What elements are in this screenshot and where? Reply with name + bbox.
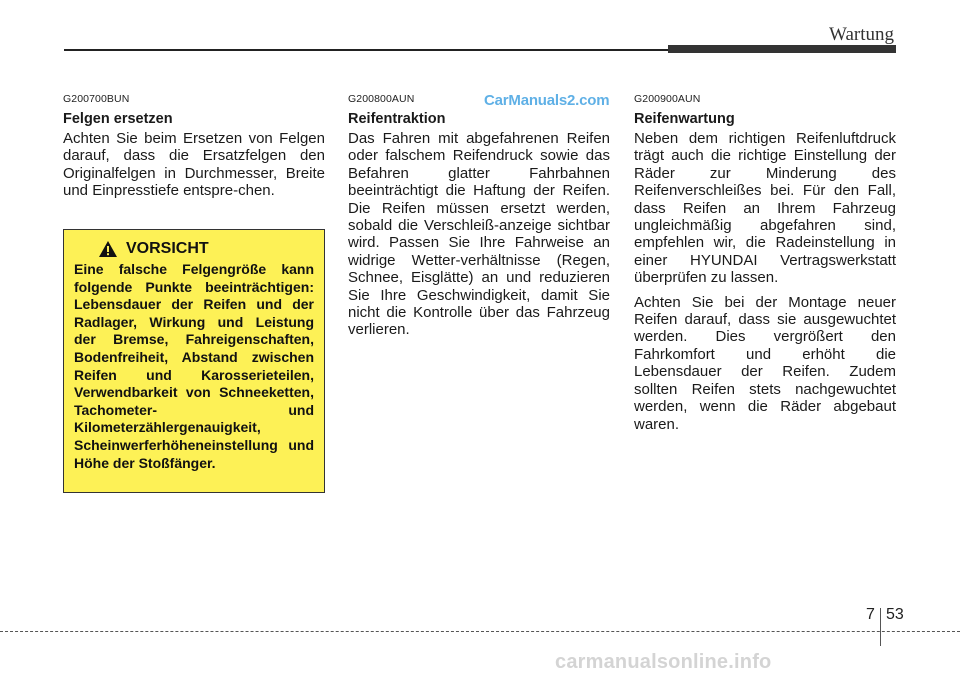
warning-triangle-icon — [98, 240, 118, 258]
header-rule — [64, 49, 668, 51]
section-heading: Felgen ersetzen — [63, 111, 173, 127]
caution-box — [63, 229, 325, 493]
caution-text: Eine falsche Felgengröße kann folgende Punkte beeinträchtigen: Lebensdauer der Reifen und der Radlager, Wirkung und Leistung der Bremse, Fahreigenschaften, Bodenfreiheit, Abstand zwischen Reifen und Karosserieteilen, Verwendbarkeit von Schneeketten, Tachometer- und Kilometerzählergenauigkeit, Scheinwerferhöheneinstellung und Höhe der Stoßfänger. — [74, 261, 314, 471]
section-code: G200700BUN — [63, 93, 130, 105]
watermark-carmanualsonline: carmanualsonline.info — [555, 651, 772, 673]
page-number-separator — [880, 608, 881, 646]
paragraph: Achten Sie beim Ersetzen von Felgen darauf, dass die Ersatzfelgen den Originalfelgen in Durchmesser, Breite und Einpresstiefe entspre-chen. — [63, 130, 325, 200]
caution-header — [98, 240, 314, 258]
paragraph: Das Fahren mit abgefahrenen Reifen oder falschem Reifendruck sowie das Befahren glatter Fahrbahnen beeinträchtigt die Haftung der Reifen. Die Reifen müssen ersetzt werden, sobald die Verschleiß-anzeige sichtbar wird. Passen Sie Ihre Fahrweise an widrige Wetter-verhältnisse (Regen, Schnee, Eisglätte) an und reduzieren Sie Ihre Geschwindigkeit, damit Sie nicht die Kontrolle über das Fahrzeug verlieren. — [348, 130, 610, 339]
footer-rule — [0, 631, 960, 632]
section-code: G200800AUN — [348, 93, 415, 105]
column-felgen-ersetzen — [63, 93, 325, 207]
paragraph: Neben dem richtigen Reifenluftdruck trägt auch die richtige Einstellung der Räder zur Minderung des Reifenverschleißes bei. Für den Fall, dass Reifen an Ihrem Fahrzeug ungleichmäßig abgefahren sind, empfehlen wir, die Radeinstellung in einer HYUNDAI Vertragswerkstatt überprüfen zu lassen. — [634, 130, 896, 287]
header-bar — [668, 45, 896, 53]
column-reifenwartung — [634, 93, 896, 440]
column-reifentraktion — [348, 93, 610, 346]
page-number: 53 — [886, 606, 904, 623]
caution-title: VORSICHT — [126, 240, 209, 257]
section-heading: Reifenwartung — [634, 111, 735, 127]
watermark-carmanuals2: CarManuals2.com — [484, 92, 610, 109]
chapter-number: 7 — [866, 606, 875, 623]
paragraph: Achten Sie bei der Montage neuer Reifen darauf, dass sie ausgewuchtet werden. Dies vergrößert den Fahrkomfort und erhöht die Lebensdauer der Reifen. Zudem sollten Reifen stets nachgewuchtet werden, wenn die Räder abgebaut waren. — [634, 293, 896, 433]
section-title: Wartung — [829, 24, 894, 45]
section-code: G200900AUN — [634, 93, 701, 105]
section-heading: Reifentraktion — [348, 111, 446, 127]
